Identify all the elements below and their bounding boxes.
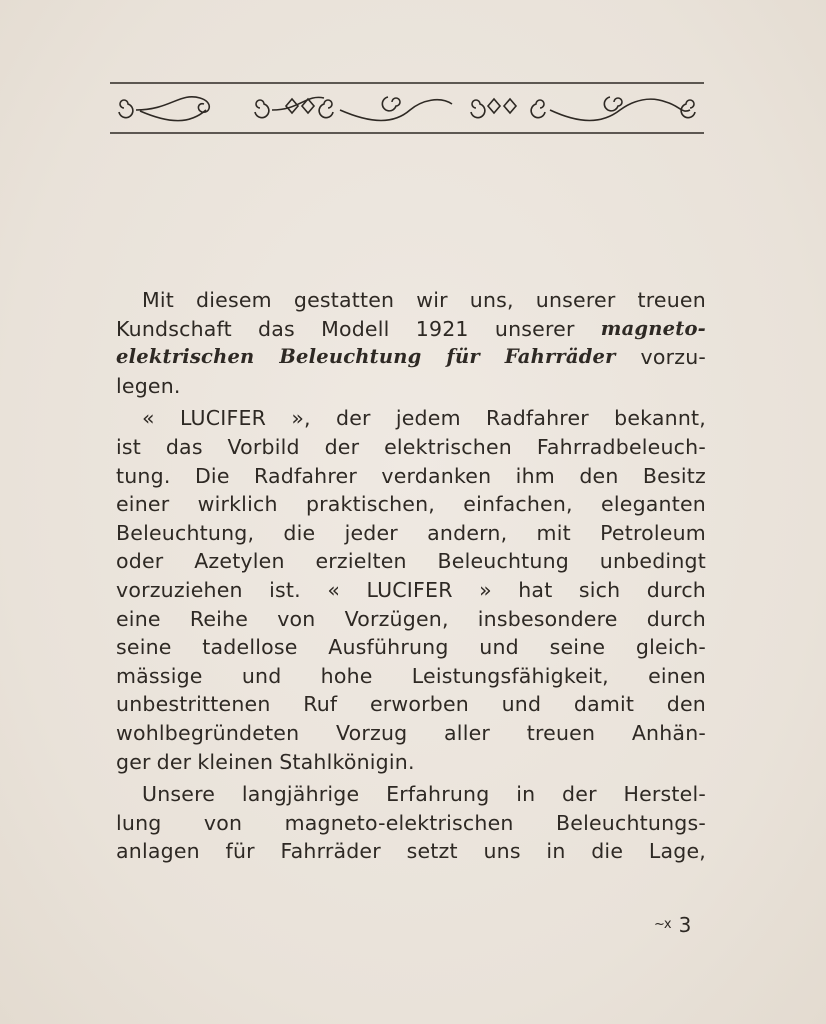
word: gestatten: [293, 288, 395, 312]
word: magneto-: [600, 316, 706, 340]
word: setzt: [406, 839, 458, 864]
word: Petroleum: [600, 520, 706, 545]
text-line: [116, 404, 706, 433]
word: Vorzug: [336, 720, 408, 745]
word: diesem: [196, 288, 272, 312]
word: langjährige: [241, 782, 360, 807]
text-line: [116, 433, 706, 462]
word: legen.: [116, 373, 181, 398]
word: andern,: [427, 520, 508, 545]
word: für: [446, 345, 480, 369]
word: Radfahrer: [254, 463, 357, 488]
word: Die: [194, 463, 230, 488]
word: oder: [116, 549, 164, 574]
word: von: [203, 810, 243, 835]
word: sich: [578, 577, 621, 602]
text-line: [116, 719, 706, 748]
word: Modell: [321, 316, 390, 341]
word: Fahrräder: [504, 345, 616, 369]
word: Vorbild: [227, 434, 300, 459]
word: unserer: [494, 316, 575, 341]
word: und: [241, 663, 282, 688]
word: der: [335, 406, 371, 431]
word: »,: [291, 406, 311, 431]
word: Beleuchtung,: [116, 520, 255, 545]
word: Beleuchtung: [437, 549, 569, 574]
word: unserer: [535, 288, 616, 312]
word: einfachen,: [463, 492, 573, 517]
text-line: [116, 809, 706, 838]
word: erzielten: [315, 549, 407, 574]
text-line: [116, 662, 706, 691]
word: unbestrittenen: [116, 692, 271, 717]
word: mit: [536, 520, 571, 545]
word: tadellose: [202, 635, 298, 660]
word: das: [165, 434, 203, 459]
word: Vorzügen,: [344, 606, 449, 631]
word: ist.: [269, 577, 301, 602]
spiral-wave-border-icon: [110, 80, 704, 136]
page-number-mark: ~x: [654, 917, 671, 932]
word: Kundschaft: [116, 316, 232, 341]
word: aller: [444, 720, 491, 745]
word: uns,: [469, 288, 514, 312]
word: eine: [116, 606, 161, 631]
paragraph: [116, 404, 706, 776]
word: wirklich: [197, 492, 278, 517]
paragraph: [116, 286, 706, 400]
word: den: [579, 463, 619, 488]
word: jedem: [395, 406, 461, 431]
word: ihm: [515, 463, 555, 488]
word: Reihe: [189, 606, 249, 631]
word: kleinen: [197, 749, 274, 774]
text-line: [116, 780, 706, 809]
word: Erfahrung: [386, 782, 490, 807]
word: Ruf: [303, 692, 338, 717]
word: Besitz: [642, 463, 706, 488]
word: der: [324, 434, 360, 459]
word: Mit: [142, 288, 175, 312]
word: insbesondere: [477, 606, 618, 631]
word: die: [283, 520, 316, 545]
word: ist: [116, 434, 142, 459]
word: gleich-: [635, 635, 706, 660]
word: bekannt,: [614, 406, 706, 431]
word: Lage,: [648, 839, 706, 864]
word: einen: [648, 663, 706, 688]
word: «: [142, 406, 155, 431]
word: Radfahrer: [485, 406, 589, 431]
word: Unsere: [142, 782, 216, 807]
text-line: [116, 547, 706, 576]
word: «: [327, 577, 341, 602]
word: ger: [116, 749, 151, 774]
word: anlagen: [116, 839, 200, 864]
word: verdanken: [381, 463, 492, 488]
page-number-value: 3: [678, 913, 692, 937]
word: in: [516, 782, 536, 807]
word: tung.: [116, 463, 171, 488]
word: Anhän-: [631, 720, 706, 745]
word: magneto-elektrischen: [284, 810, 514, 835]
word: wir: [416, 288, 448, 312]
word: in: [546, 839, 566, 864]
word: Herstel-: [623, 782, 706, 807]
text-line: [116, 462, 706, 491]
word: für: [225, 839, 255, 864]
word: elektrischen: [384, 434, 512, 459]
word: und: [479, 635, 519, 660]
word: vorzuziehen: [116, 577, 243, 602]
page-number: [654, 913, 691, 937]
word: von: [277, 606, 316, 631]
word: unbedingt: [599, 549, 706, 574]
text-line: [116, 372, 706, 401]
body-text: [116, 286, 706, 866]
word: wohlbegründeten: [116, 720, 300, 745]
word: einer: [116, 492, 170, 517]
text-line: [116, 576, 706, 605]
word: Fahrradbeleuch-: [536, 434, 706, 459]
word: jeder: [344, 520, 398, 545]
text-line: [116, 519, 706, 548]
word: den: [666, 692, 706, 717]
word: »: [479, 577, 492, 602]
word: LUCIFER: [366, 577, 453, 602]
text-line: [116, 690, 706, 719]
text-line: [116, 605, 706, 634]
word: und: [501, 692, 542, 717]
word: hat: [518, 577, 553, 602]
word: uns: [483, 839, 521, 864]
word: elektrischen: [116, 345, 255, 369]
word: seine: [116, 635, 172, 660]
word: erworben: [369, 692, 469, 717]
word: Stahlkönigin.: [279, 749, 415, 774]
word: Beleuchtungs-: [556, 810, 706, 835]
word: Azetylen: [194, 549, 285, 574]
text-line: [116, 315, 706, 344]
word: mässige: [116, 663, 203, 688]
word: Ausführung: [328, 635, 449, 660]
word: Fahrräder: [280, 839, 381, 864]
text-line: [116, 748, 706, 777]
word: Beleuchtung: [279, 345, 422, 369]
text-line: [116, 343, 706, 372]
text-line: [116, 286, 706, 315]
text-line: [116, 837, 706, 866]
word: treuen: [637, 288, 706, 312]
word: treuen: [526, 720, 596, 745]
text-line: [116, 490, 706, 519]
paragraph: [116, 780, 706, 866]
word: eleganten: [601, 492, 706, 517]
word: Leistungsfähigkeit,: [411, 663, 609, 688]
word: das: [258, 316, 295, 341]
word: vorzu-: [640, 345, 706, 370]
word: seine: [549, 635, 606, 660]
word: die: [591, 839, 624, 864]
word: LUCIFER: [179, 406, 267, 431]
word: durch: [646, 606, 706, 631]
text-line: [116, 633, 706, 662]
word: praktischen,: [305, 492, 436, 517]
word: damit: [573, 692, 635, 717]
word: hohe: [320, 663, 373, 688]
word: lung: [116, 810, 162, 835]
word: 1921: [415, 316, 469, 341]
word: durch: [646, 577, 706, 602]
word: der: [156, 749, 192, 774]
word: der: [562, 782, 597, 807]
